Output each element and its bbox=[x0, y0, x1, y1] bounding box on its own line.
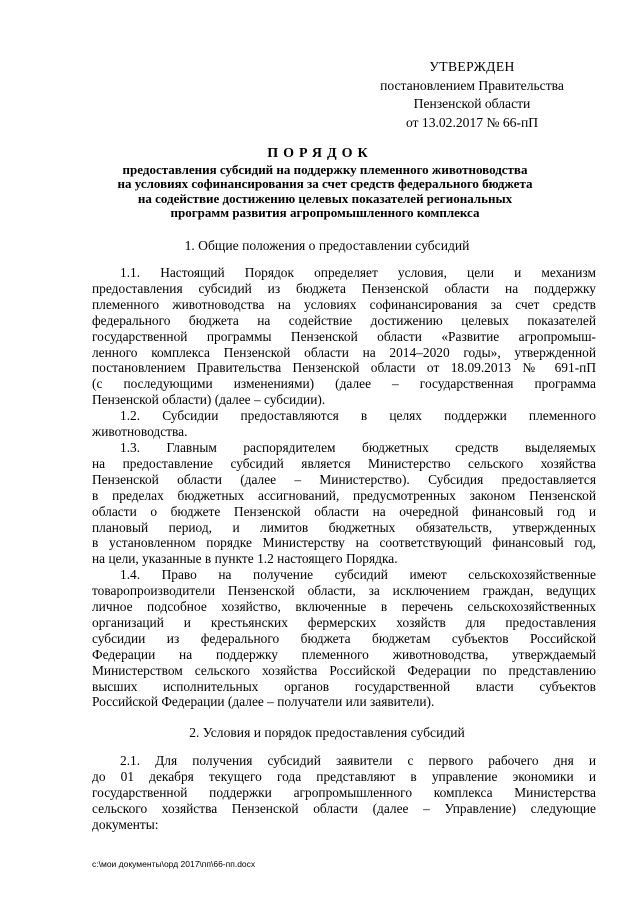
text-line: на цели, указанные в пункте 1.2 настоящего Порядка. bbox=[92, 551, 398, 567]
text-line: постановлением Правительства Пензенской области от 18.09.2013 № 691-пП bbox=[92, 360, 596, 376]
text-line: 2.1. Для получения субсидий заявители с первого рабочего дня и bbox=[120, 753, 596, 768]
text-line: в пределах бюджетных ассигнований, предусмотренных законом Пензенской bbox=[92, 487, 596, 503]
text-line: государственной поддержки агропромышленного комплекса Министерства bbox=[92, 784, 596, 800]
approval-stamp bbox=[356, 58, 588, 132]
section-1-heading: 1. Общие положения о предоставлении субсидий bbox=[184, 238, 470, 253]
text-line: субсидии из федерального бюджета бюджетам субъектов Российской bbox=[92, 630, 596, 646]
text-line: личное подсобное хозяйство, включенные в перечень сельскохозяйственных bbox=[92, 599, 596, 615]
text-line: Федерации на поддержку племенного животноводства, утверждаемый bbox=[92, 646, 596, 662]
text-line: 1.2. Субсидии предоставляются в целях поддержки племенного bbox=[120, 408, 596, 424]
text-line: сельского хозяйства Пензенской области (далее – Управление) следующие bbox=[92, 800, 596, 816]
text-line: до 01 декабря текущего года представляют в управление экономики и bbox=[92, 768, 596, 784]
text-line: в установленном порядке Министерству на соответствующий финансовый год, bbox=[92, 535, 596, 551]
text-line: животноводства. bbox=[92, 424, 188, 440]
text-line: 1.1. Настоящий Порядок определяет условия, цели и механизм bbox=[120, 265, 596, 280]
approval-line: постановлением Правительства bbox=[380, 77, 564, 93]
text-line: товаропроизводители Пензенской области, за исключением граждан, ведущих bbox=[92, 583, 596, 599]
approval-line: Пензенской области bbox=[413, 96, 531, 111]
document-subtitle bbox=[60, 163, 590, 221]
text-line: Министерством сельского хозяйства Российской Федерации по представлению bbox=[92, 662, 596, 678]
text-line: государственной программы Пензенской области «Развитие агропромыш- bbox=[92, 328, 596, 344]
text-line: области о бюджете Пензенской области на очередной финансовый год и bbox=[92, 503, 596, 519]
text-line: Пензенской области (далее – Министерство). Субсидия предоставляется bbox=[92, 471, 596, 487]
text-line: Пензенской области) (далее – субсидии). bbox=[92, 392, 326, 408]
section-1-body bbox=[92, 265, 596, 710]
file-path-footer: c:\мои документы\орд 2017\пп\66-пп.docx bbox=[92, 859, 256, 869]
text-line: плановый период, и лимитов бюджетных обязательств, утвержденных bbox=[92, 519, 596, 535]
text-line: предоставления субсидий из бюджета Пензенской области на поддержку bbox=[92, 280, 596, 296]
section-2-heading: 2. Условия и порядок предоставления субсидий bbox=[189, 725, 465, 740]
subtitle-line: предоставления субсидий на поддержку племенного животноводства bbox=[122, 162, 528, 177]
text-line: (с последующими изменениями) (далее – государственная программа bbox=[92, 376, 596, 392]
approval-line: от 13.02.2017 № 66-пП bbox=[405, 114, 539, 130]
approval-line: УТВЕРЖДЕН bbox=[429, 59, 515, 74]
text-line: документы: bbox=[92, 816, 159, 832]
subtitle-line: на содействие достижению целевых показателей региональных bbox=[137, 190, 513, 206]
subtitle-line: программ развития агропромышленного комплекса bbox=[170, 205, 480, 221]
subtitle-line: на условиях софинансирования за счет средств федерального бюджета bbox=[117, 176, 533, 192]
text-line: 1.3. Главным распорядителем бюджетных средств выделяемых bbox=[120, 439, 596, 455]
document-title: ПОРЯДОК bbox=[267, 146, 373, 161]
text-line: организаций и крестьянских фермерских хозяйств для предоставления bbox=[92, 614, 596, 630]
text-line: ленного комплекса Пензенской области на 2014–2020 годы», утвержденной bbox=[92, 344, 596, 360]
text-line: племенного животноводства на условиях софинансирования за счет средств bbox=[92, 296, 596, 312]
text-line: Российской Федерации (далее – получатели или заявители). bbox=[92, 694, 435, 710]
text-line: высших исполнительных органов государственной власти субъектов bbox=[92, 678, 596, 694]
text-line: 1.4. Право на получение субсидий имеют сельскохозяйственные bbox=[120, 567, 596, 583]
text-line: федерального бюджета на содействие достижению целевых показателей bbox=[92, 312, 596, 328]
section-2-body bbox=[92, 753, 596, 833]
text-line: на предоставление субсидий является Министерство сельского хозяйства bbox=[92, 455, 596, 471]
